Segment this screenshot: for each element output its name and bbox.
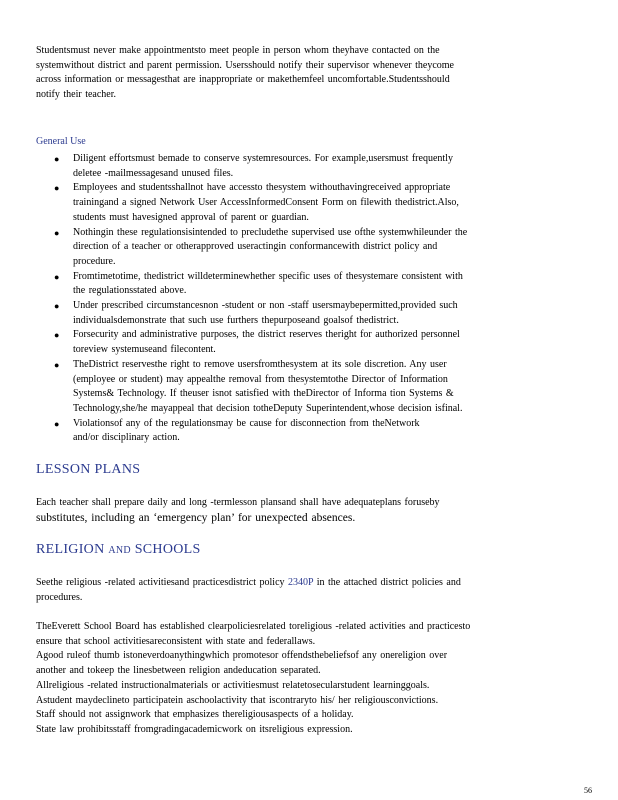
lesson-plans-title: LESSON PLANS bbox=[36, 462, 141, 477]
list-item bbox=[36, 181, 544, 225]
religion-see-paragraph bbox=[36, 576, 544, 605]
text-line: another and tokeep the linesbetween religion andeducation separated. bbox=[36, 665, 321, 677]
text-line: procedures. bbox=[36, 591, 83, 603]
title-word: RELIGION bbox=[36, 542, 105, 557]
text-line: TheEverett School Board has established clearpoliciesrelated toreligious -related activities and practicesto bbox=[36, 621, 471, 632]
text-line: Systems& Technology. If theuser isnot satisfied with theDirector of Informa tion Systems & bbox=[73, 388, 454, 400]
text-line: Staff should not assignwork that emphasizes thereligiousaspects of a holiday. bbox=[36, 709, 354, 721]
text-line: ● Forsecurity and administrative purposes, the district reserves theright for authorized personnel bbox=[73, 329, 460, 341]
text-line: ● TheDistrict reservesthe right to remove usersfromthesystem at its sole discretion. Any user bbox=[73, 358, 447, 370]
text-line: direction of a teacher or otherapproved useractingin conformancewith district policy and bbox=[73, 241, 438, 253]
text-line: (employee or student) may appealthe removal from thesystemtothe Director of Information bbox=[73, 373, 448, 385]
text-line: procedure. bbox=[73, 255, 116, 267]
text-line: and/or disciplinary action. bbox=[73, 432, 180, 444]
text-line: ● Under prescribed circumstancesnon -student or non -staff usersmaybepermitted,provided such bbox=[73, 300, 458, 312]
intro-paragraph bbox=[36, 44, 544, 103]
text-line: students must havesigned approval of parent or guardian. bbox=[73, 211, 309, 223]
text-line: Each teacher shall prepare daily and long -termlesson plansand shall have adequateplans foruseby bbox=[36, 497, 440, 508]
text-line: deletee -mailmessagesand unused files. bbox=[73, 167, 234, 179]
text-line: trainingand a signed Network User AccessInformedConsent Form on filewith thedistrict.Also, bbox=[73, 197, 459, 209]
text-line: the regulationsstated above. bbox=[73, 285, 187, 297]
policy-link[interactable]: 2340P bbox=[288, 577, 314, 588]
text-line: Astudent maydeclineto participatein aschoolactivity that iscontraryto his/ her religiousconvictions. bbox=[36, 694, 439, 706]
text-line: ● Fromtimetotime, thedistrict willdeterminewhether specific uses of thesystemare consistent with bbox=[73, 270, 463, 282]
text-segment: in the attached district policies and bbox=[316, 577, 461, 588]
lesson-plans-paragraph bbox=[36, 496, 544, 525]
general-use-heading: General Use bbox=[36, 136, 86, 147]
text-line: ● Employees and studentsshallnot have accessto thesystem withouthavingreceived appropriate bbox=[73, 182, 451, 194]
text-line: Studentsmust never make appointmentsto meet people in person whom theyhave contacted on the bbox=[36, 45, 440, 56]
text-line: Agood ruleof thumb istoneverdoanythingwhich promotesor offendsthebeliefsof any onereligion over bbox=[36, 650, 448, 662]
text-line: individualsdemonstrate that such use furthers thepurposeand goalsof thedistrict. bbox=[73, 314, 399, 326]
list-item bbox=[36, 226, 544, 270]
text-line: ● Violationsof any of the regulationsmay be cause for disconnection from theNetwork bbox=[73, 417, 420, 429]
list-item bbox=[36, 270, 544, 299]
general-use-list bbox=[36, 152, 544, 446]
list-item bbox=[36, 358, 544, 417]
text-line: ● Nothingin these regulationsisintended to precludethe supervised use ofthe systemwhileunder the bbox=[73, 226, 468, 238]
text-line: systemwithout district and parent permission. Usersshould notify their supervisor whenever theycome bbox=[36, 59, 454, 71]
text-line: notify their teacher. bbox=[36, 89, 117, 101]
text-line: across information or messagesthat are inappropriate or makethemfeel uncomfortable.Studentsshould bbox=[36, 74, 450, 86]
text-line: toreview systemuseand filecontent. bbox=[73, 344, 216, 356]
page-number: 56 bbox=[584, 786, 592, 795]
text-line: ensure that school activitiesareconsistent with state and federallaws. bbox=[36, 635, 316, 647]
text-line: State law prohibitsstaff fromgradingacademicwork on itsreligious expression. bbox=[36, 723, 353, 735]
text-line bbox=[36, 576, 544, 591]
text-line: ● Diligent effortsmust bemade to conserve systemresources. For example,usersmust frequently bbox=[73, 153, 453, 164]
list-item bbox=[36, 299, 544, 328]
text-line: substitutes, including an ‘emergency plan’ for unexpected absences. bbox=[36, 511, 356, 524]
title-word: AND bbox=[108, 545, 131, 556]
text-segment: Seethe religious -related activitiesand practicesdistrict policy bbox=[36, 577, 285, 588]
text-line: Technology,she/he mayappeal that decision totheDeputy Superintendent,whose decision isfinal. bbox=[73, 402, 463, 414]
title-word: SCHOOLS bbox=[134, 542, 201, 557]
religion-schools-title bbox=[36, 542, 201, 558]
religion-policy-paragraph bbox=[36, 620, 544, 738]
list-item bbox=[36, 152, 544, 181]
list-item bbox=[36, 417, 544, 446]
list-item bbox=[36, 328, 544, 357]
text-line: Allreligious -related instructionalmaterials or activitiesmust relatetosecularstudent learninggoals. bbox=[36, 679, 430, 691]
